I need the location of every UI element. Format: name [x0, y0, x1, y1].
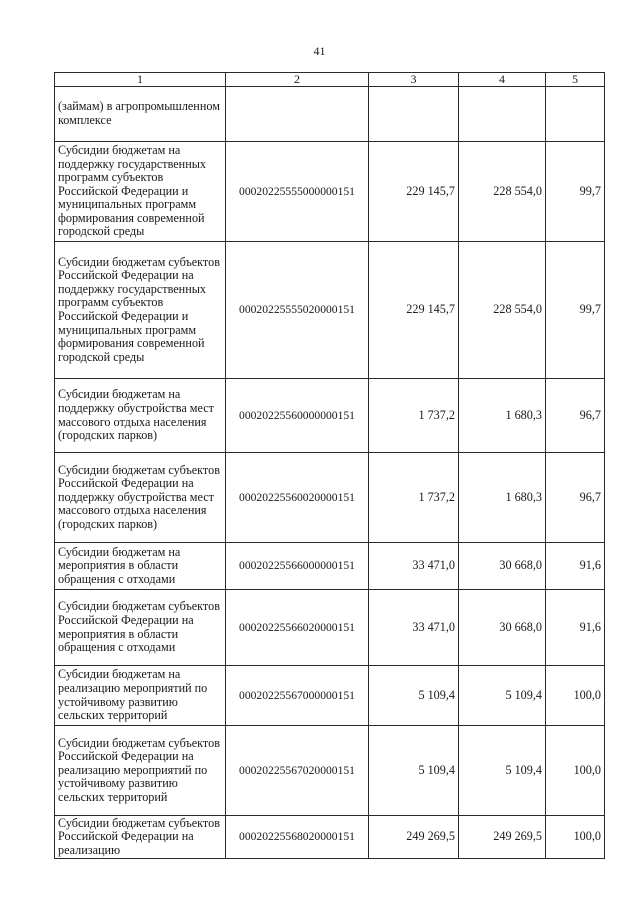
- row-planned: 229 145,7: [369, 242, 459, 379]
- row-planned: 1 737,2: [369, 453, 459, 543]
- row-name: Субсидии бюджетам на поддержку обустройства мест массового отдыха населения (городских парков): [55, 379, 226, 453]
- row-code: 00020225568020000151: [226, 816, 369, 859]
- row-code: 00020225560000000151: [226, 379, 369, 453]
- row-percent: 99,7: [546, 242, 605, 379]
- table-row: [55, 666, 605, 726]
- column-header-3: 3: [369, 73, 459, 87]
- row-code: [226, 87, 369, 142]
- row-percent: 99,7: [546, 142, 605, 242]
- row-percent: 96,7: [546, 379, 605, 453]
- row-code: 00020225566020000151: [226, 590, 369, 666]
- row-planned: 5 109,4: [369, 726, 459, 816]
- row-percent: 100,0: [546, 726, 605, 816]
- row-name: Субсидии бюджетам на поддержку государственных программ субъектов Российской Федерации и муниципальных программ формирования современной городской среды: [55, 142, 226, 242]
- row-code: 00020225555020000151: [226, 242, 369, 379]
- column-header-4: 4: [459, 73, 546, 87]
- column-header-2: 2: [226, 73, 369, 87]
- row-name: Субсидии бюджетам субъектов Российской Федерации на поддержку государственных программ субъектов Российской Федерации и муниципальных программ формирования современной городской среды: [55, 242, 226, 379]
- row-planned: 33 471,0: [369, 590, 459, 666]
- table-row: [55, 726, 605, 816]
- row-name: Субсидии бюджетам субъектов Российской Федерации на реализацию мероприятий по устойчивому развитию сельских территорий: [55, 726, 226, 816]
- row-executed: 228 554,0: [459, 142, 546, 242]
- row-percent: 91,6: [546, 543, 605, 590]
- row-executed: 1 680,3: [459, 453, 546, 543]
- row-name: Субсидии бюджетам на реализацию мероприятий по устойчивому развитию сельских территорий: [55, 666, 226, 726]
- row-planned: 249 269,5: [369, 816, 459, 859]
- budget-table: [54, 72, 605, 859]
- table-row: [55, 590, 605, 666]
- table-row: [55, 242, 605, 379]
- row-executed: 30 668,0: [459, 543, 546, 590]
- row-percent: [546, 87, 605, 142]
- page-number: 41: [313, 44, 326, 58]
- row-name: Субсидии бюджетам субъектов Российской Федерации на поддержку обустройства мест массового отдыха населения (городских парков): [55, 453, 226, 543]
- row-percent: 100,0: [546, 666, 605, 726]
- row-name: Субсидии бюджетам субъектов Российской Федерации на мероприятия в области обращения с отходами: [55, 590, 226, 666]
- row-code: 00020225560020000151: [226, 453, 369, 543]
- row-percent: 96,7: [546, 453, 605, 543]
- row-executed: [459, 87, 546, 142]
- row-planned: 1 737,2: [369, 379, 459, 453]
- row-percent: 91,6: [546, 590, 605, 666]
- row-executed: 30 668,0: [459, 590, 546, 666]
- row-code: 00020225555000000151: [226, 142, 369, 242]
- row-planned: 5 109,4: [369, 666, 459, 726]
- header-row: [55, 73, 605, 87]
- table-row: [55, 87, 605, 142]
- row-name: Субсидии бюджетам субъектов Российской Федерации на реализацию: [55, 816, 226, 859]
- table-row: [55, 816, 605, 859]
- column-header-5: 5: [546, 73, 605, 87]
- row-executed: 5 109,4: [459, 666, 546, 726]
- table-row: [55, 453, 605, 543]
- table-row: [55, 379, 605, 453]
- row-executed: 1 680,3: [459, 379, 546, 453]
- row-executed: 5 109,4: [459, 726, 546, 816]
- row-executed: 249 269,5: [459, 816, 546, 859]
- column-header-1: 1: [55, 73, 226, 87]
- row-percent: 100,0: [546, 816, 605, 859]
- row-name: Субсидии бюджетам на мероприятия в области обращения с отходами: [55, 543, 226, 590]
- table-row: [55, 543, 605, 590]
- row-planned: 33 471,0: [369, 543, 459, 590]
- row-code: 00020225567020000151: [226, 726, 369, 816]
- row-planned: 229 145,7: [369, 142, 459, 242]
- row-code: 00020225567000000151: [226, 666, 369, 726]
- row-planned: [369, 87, 459, 142]
- row-executed: 228 554,0: [459, 242, 546, 379]
- row-name: (займам) в агропромышленном комплексе: [55, 87, 226, 142]
- row-code: 00020225566000000151: [226, 543, 369, 590]
- table-row: [55, 142, 605, 242]
